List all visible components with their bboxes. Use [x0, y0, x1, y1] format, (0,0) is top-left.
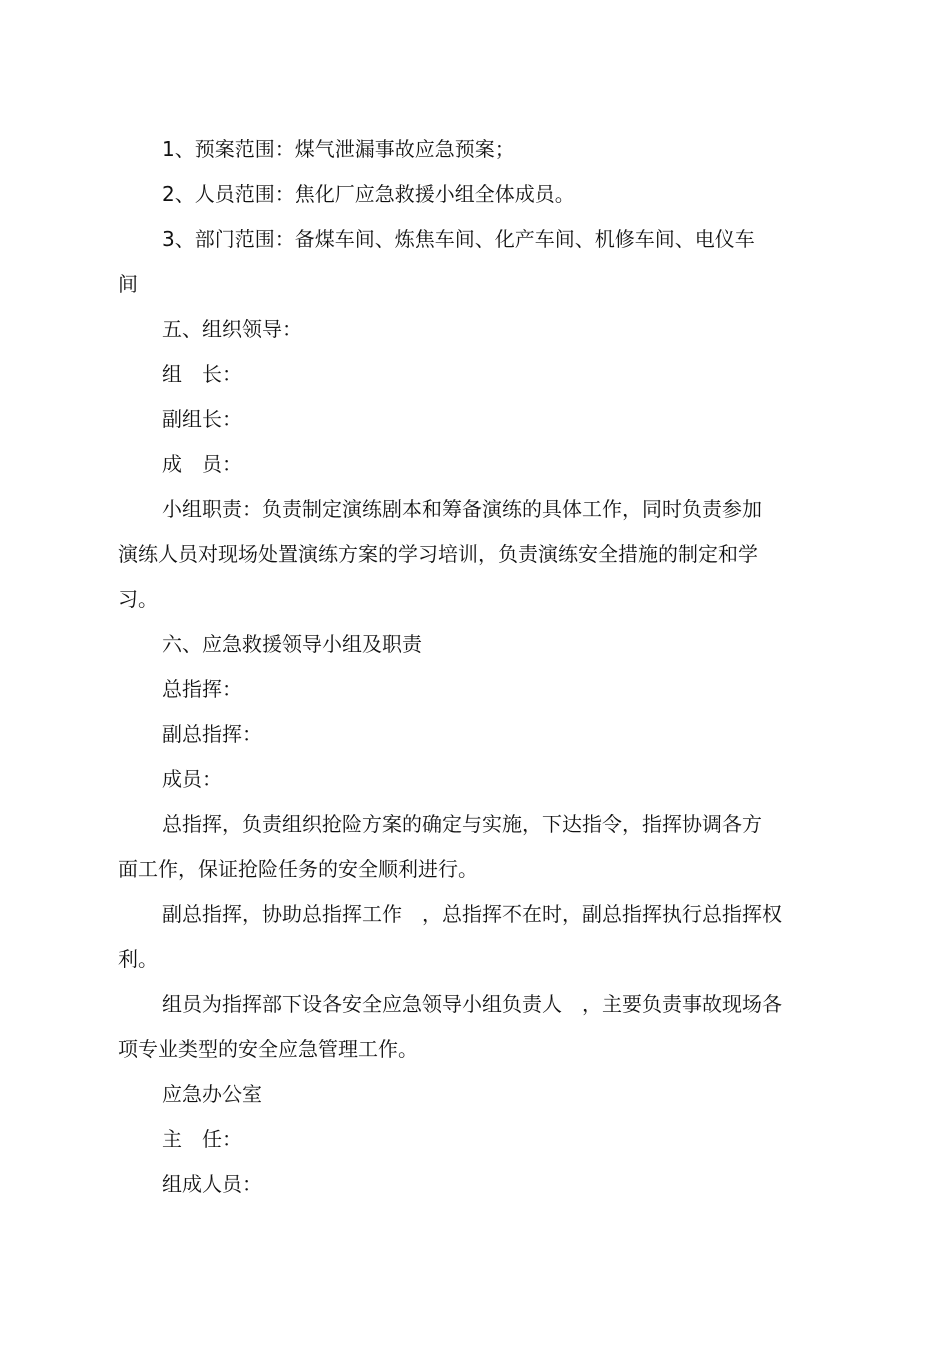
commander-duties-line-2: 面工作，保证抢险任务的安全顺利进行。 [118, 857, 478, 881]
commander-label: 总指挥： [162, 677, 242, 701]
scope-departments-line: 3、部门范围：备煤车间、炼焦车间、化产车间、机修车间、电仪车 [162, 227, 755, 251]
commander-duties-line-1: 总指挥，负责组织抢险方案的确定与实施，下达指令，指挥协调各方 [162, 812, 762, 836]
team-member-duties-line-2: 项专业类型的安全应急管理工作。 [118, 1037, 418, 1061]
group-duties-line-1: 小组职责：负责制定演练剧本和筹备演练的具体工作，同时负责参加 [162, 497, 762, 521]
emergency-office-heading: 应急办公室 [162, 1082, 262, 1106]
deputy-commander-duties-line-2: 利。 [118, 947, 158, 971]
scope-personnel-line: 2、人员范围：焦化厂应急救援小组全体成员。 [162, 182, 575, 206]
deputy-commander-label: 副总指挥： [162, 722, 262, 746]
team-member-duties-line-1: 组员为指挥部下设各安全应急领导小组负责人 ，主要负责事故现场各 [162, 992, 782, 1016]
deputy-leader-label: 副组长： [162, 407, 242, 431]
deputy-commander-duties-line-1: 副总指挥，协助总指挥工作 ，总指挥不在时，副总指挥执行总指挥权 [162, 902, 782, 926]
office-director-label: 主 任： [162, 1127, 242, 1151]
office-staff-label: 组成人员： [162, 1172, 262, 1196]
section-six-members-label: 成员： [162, 767, 222, 791]
section-five-heading: 五、组织领导： [162, 317, 302, 341]
scope-plan-line: 1、预案范围：煤气泄漏事故应急预案； [162, 137, 515, 161]
scope-departments-continuation: 间 [118, 272, 138, 296]
section-six-heading: 六、应急救援领导小组及职责 [162, 632, 422, 656]
group-duties-line-3: 习。 [118, 587, 158, 611]
leader-label: 组 长： [162, 362, 242, 386]
group-duties-line-2: 演练人员对现场处置演练方案的学习培训，负责演练安全措施的制定和学 [118, 542, 758, 566]
members-label: 成 员： [162, 452, 242, 476]
